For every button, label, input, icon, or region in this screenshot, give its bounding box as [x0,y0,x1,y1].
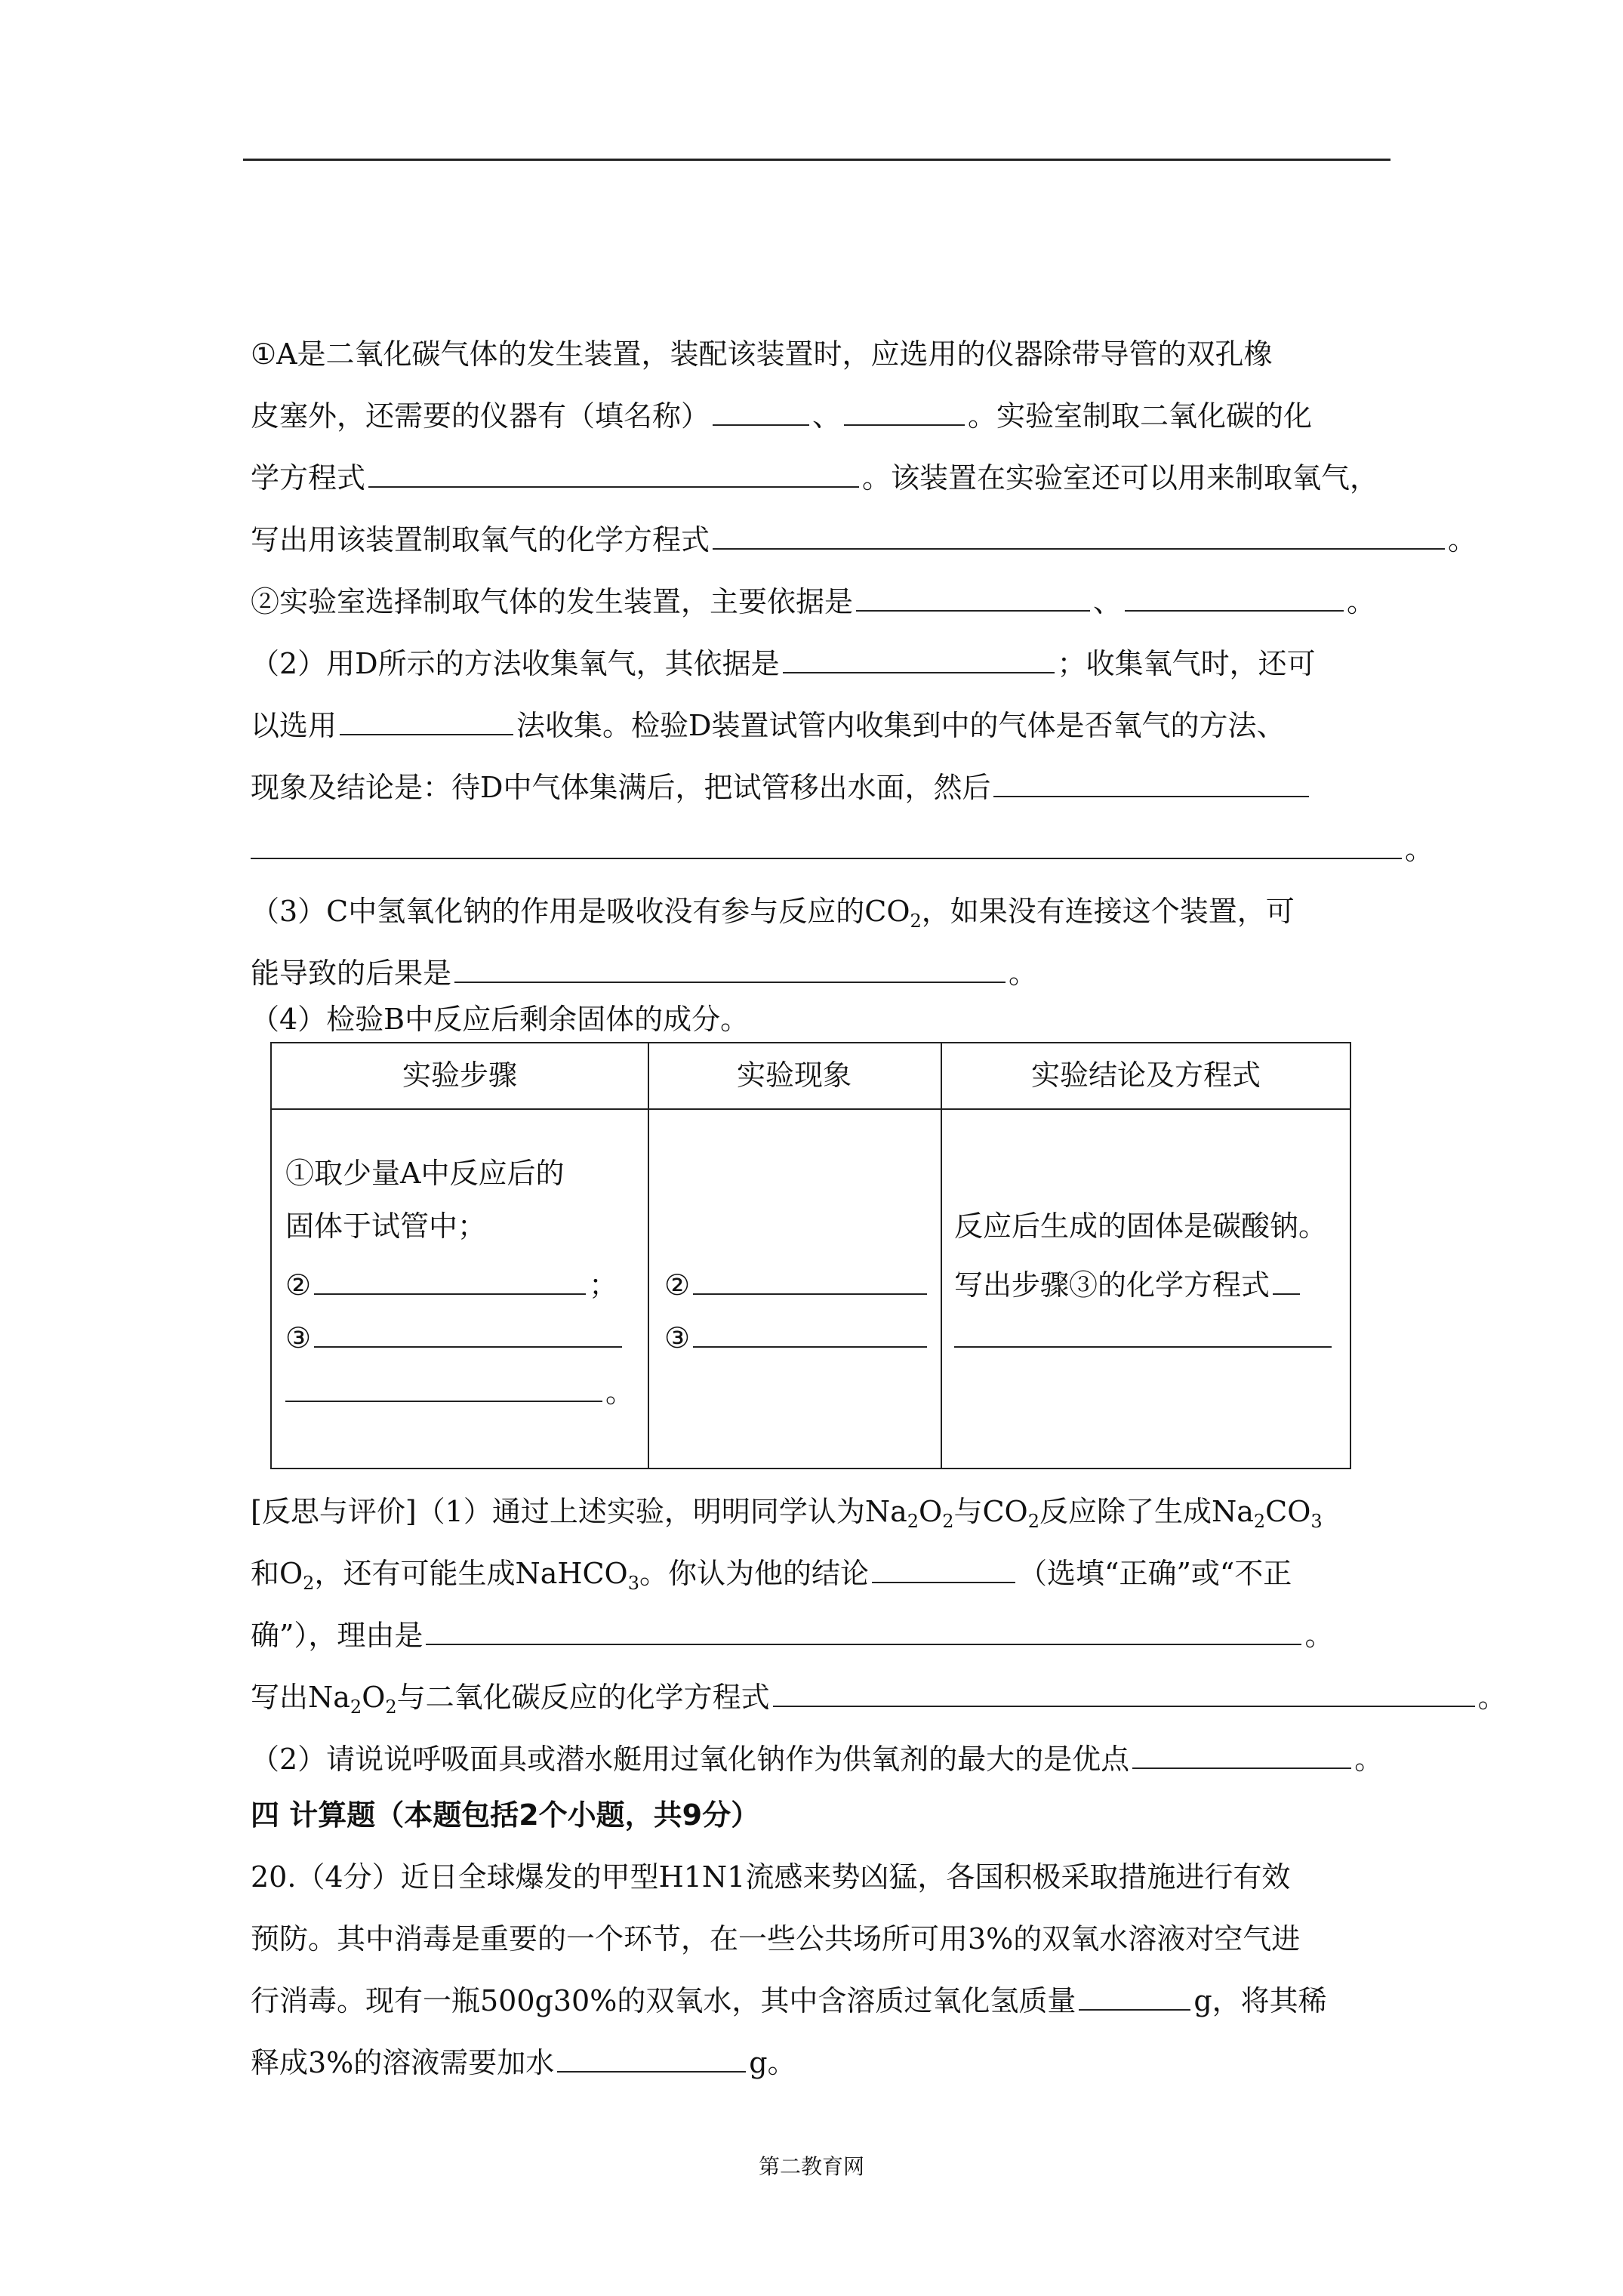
question-20-line-3: 行消毒。现有一瓶500g30%的双氧水，其中含溶质过氧化氢质量 g，将其稀 [251,1984,1327,2017]
answer-blank[interactable] [713,522,1445,550]
answer-blank[interactable] [426,1618,1301,1645]
answer-blank[interactable] [285,1375,602,1402]
reflect-line-5: （2）请说说呼吸面具或潜水艇用过氧化钠作为供氧剂的最大的是优点 。 [251,1743,1384,1776]
reflect-line-1: [反思与评价]（1）通过上述实验，明明同学认为$Na_2O_2$与$CO_2$反应除了生成$Na_2CO_3$ [251,1495,1323,1532]
step-1-line-b: 固体于试管中； [285,1210,487,1243]
answer-blank[interactable] [1125,584,1344,612]
reflect-line-4: 写出$Na_2O_2$与二氧化碳反应的化学方程式 。 [251,1681,1507,1718]
step-3: ③ [285,1320,625,1356]
conclusion-line-2: 写出步骤③的化学方程式 [954,1267,1303,1303]
step-1-line-a: ①取少量A中反应后的 [285,1157,565,1190]
table-column-divider [941,1043,942,1468]
text-line-10: （3）C中氢氧化钠的作用是吸收没有参与反应的$CO_2$，如果没有连接这个装置，可 [251,895,1295,932]
text-line-12: （4）检验B中反应后剩余固体的成分。 [251,1003,750,1036]
table-header-conclusion: 实验结论及方程式 [1030,1059,1261,1092]
answer-blank[interactable] [557,2045,746,2073]
observation-2: ② [664,1267,930,1303]
page-footer: 第二教育网 [758,2154,864,2179]
table-header-steps: 实验步骤 [402,1059,517,1092]
answer-blank[interactable] [1132,1742,1351,1769]
step-2: ② ； [285,1268,618,1302]
observation-3: ③ [664,1320,930,1356]
section-title: 四 计算题（本题包括2个小题，共9分） [251,1798,760,1832]
answer-blank[interactable] [693,1268,927,1295]
conclusion-line-1: 反应后生成的固体是碳酸钠。 [954,1210,1328,1243]
experiment-table [270,1042,1351,1469]
answer-blank[interactable] [713,399,809,426]
table-header-divider [272,1108,1350,1110]
answer-blank[interactable] [340,708,513,735]
answer-blank[interactable] [954,1321,1332,1348]
answer-blank[interactable] [783,646,1055,673]
question-20-line-4: 释成3%的溶液需要加水 g。 [251,2046,796,2079]
answer-blank[interactable] [693,1321,927,1348]
header-rule [243,159,1390,161]
answer-blank[interactable] [368,461,859,488]
text-line-7: 以选用 法收集。检验D装置试管内收集到中的气体是否氧气的方法、 [251,709,1286,742]
answer-blank[interactable] [251,832,1402,859]
conclusion-line-3 [954,1320,1335,1356]
question-20-line-2: 预防。其中消毒是重要的一个环节，在一些公共场所可用3%的双氧水溶液对空气进 [251,1922,1301,1955]
answer-blank[interactable] [314,1321,622,1348]
answer-blank[interactable] [1079,1983,1190,2011]
step-3-continued: 。 [285,1374,634,1410]
answer-blank[interactable] [314,1268,586,1295]
answer-blank[interactable] [773,1680,1475,1707]
answer-blank[interactable] [844,399,965,426]
answer-blank[interactable] [454,956,1006,983]
text-line-8: 现象及结论是：待D中气体集满后，把试管移出水面，然后 [251,769,1312,806]
text-line-2: 皮塞外，还需要的仪器有（填名称） 、 。实验室制取二氧化碳的化 [251,399,1313,433]
reflect-line-3: 确”），理由是 。 [251,1619,1334,1652]
text-line-11: 能导致的后果是 。 [251,957,1038,990]
table-column-divider [648,1043,649,1468]
text-line-6: （2）用D所示的方法收集氧气，其依据是 ；收集氧气时，还可 [251,647,1316,680]
answer-blank[interactable] [1273,1268,1300,1295]
text-line-5: ②实验室选择制取气体的发生装置，主要依据是 、 。 [251,585,1376,618]
text-line-4: 写出用该装置制取氧气的化学方程式 。 [251,523,1477,556]
table-header-observation: 实验现象 [736,1059,852,1092]
answer-blank[interactable] [993,770,1309,797]
text-line-1: ①A是二氧化碳气体的发生装置，装配该装置时，应选用的仪器除带导管的双孔橡 [251,337,1273,371]
question-20-line-1: 20.（4分）近日全球爆发的甲型H1N1流感来势凶猛，各国积极采取措施进行有效 [251,1860,1291,1894]
text-line-3: 学方程式 。该装置在实验室还可以用来制取氧气， [251,461,1379,495]
answer-blank[interactable] [856,584,1090,612]
answer-blank[interactable] [872,1556,1015,1583]
text-line-9: 。 [251,831,1434,868]
reflect-line-2: 和$O_2$，还有可能生成NaHCO$_3$。你认为他的结论 （选填“正确”或“不正 [251,1557,1292,1594]
